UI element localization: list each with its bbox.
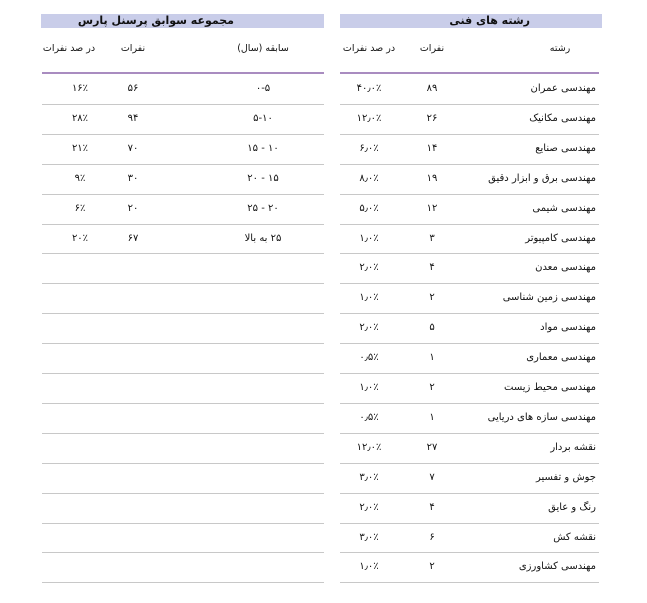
right-row-count: ۱ <box>429 412 435 423</box>
right-row-count: ۱ <box>429 352 435 363</box>
right-row-divider <box>340 463 599 464</box>
left-row-experience: ۲۰ - ۲۵ <box>247 203 279 214</box>
right-row-divider <box>340 283 599 284</box>
right-row-percent: ۴۰٫۰٪ <box>356 83 382 94</box>
right-row-divider <box>340 104 599 105</box>
right-row-percent: ۱٫۰٪ <box>359 382 379 393</box>
right-row-count: ۱۲ <box>426 203 438 214</box>
right-table-title-bar <box>340 14 602 28</box>
left-row-count: ۳۰ <box>127 173 139 184</box>
left-row-divider <box>42 403 324 404</box>
right-row-percent: ۱٫۰٪ <box>359 292 379 303</box>
left-row-divider <box>42 134 324 135</box>
left-row-experience: ۵-۱۰ <box>253 113 273 124</box>
right-row-percent: ۳٫۰٪ <box>359 532 379 543</box>
left-row-divider <box>42 104 324 105</box>
right-row-percent: ۱٫۰٪ <box>359 561 379 572</box>
right-row-field: مهندسی زمین شناسی <box>502 292 596 303</box>
right-row-percent: ۱۲٫۰٪ <box>356 113 382 124</box>
right-row-field: مهندسی مکانیک <box>529 113 596 124</box>
right-row-percent: ۲٫۰٪ <box>359 262 379 273</box>
left-row-count: ۶۷ <box>127 233 139 244</box>
right-row-field: مهندسی شیمی <box>532 203 596 214</box>
header-left-count: نفرات <box>120 43 146 54</box>
right-row-percent: ۲٫۰٪ <box>359 502 379 513</box>
left-header-underline <box>42 72 324 74</box>
left-row-divider <box>42 164 324 165</box>
left-row-count: ۲۰ <box>127 203 139 214</box>
left-row-experience: ۰-۵ <box>255 83 271 94</box>
right-row-count: ۲۶ <box>426 113 438 124</box>
right-row-divider <box>340 403 599 404</box>
right-table-title: رشته های فنی <box>449 14 530 27</box>
left-row-experience: ۱۰ - ۱۵ <box>247 143 279 154</box>
left-row-divider <box>42 194 324 195</box>
right-row-percent: ۲٫۰٪ <box>359 322 379 333</box>
right-row-divider <box>340 523 599 524</box>
right-row-field: مهندسی معماری <box>526 352 596 363</box>
right-row-count: ۲۷ <box>426 442 438 453</box>
right-row-field: مهندسی برق و ابزار دقیق <box>488 173 596 184</box>
left-row-divider <box>42 373 324 374</box>
left-row-experience: ۱۵ - ۲۰ <box>247 173 279 184</box>
right-row-field: مهندسی معدن <box>535 262 596 273</box>
left-row-count: ۷۰ <box>127 143 139 154</box>
right-row-field: مهندسی صنایع <box>535 143 596 154</box>
right-row-percent: ۸٫۰٪ <box>359 173 379 184</box>
right-row-count: ۵ <box>429 322 435 333</box>
right-row-percent: ۳٫۰٪ <box>359 472 379 483</box>
right-row-divider <box>340 582 599 583</box>
left-row-percent: ۲۸٪ <box>71 113 89 124</box>
header-left-percent: در صد نفرات <box>42 43 96 54</box>
right-row-field: نقشه کش <box>553 532 596 543</box>
right-row-divider <box>340 253 599 254</box>
left-row-divider <box>42 582 324 583</box>
right-row-count: ۴ <box>429 262 435 273</box>
right-row-count: ۸۹ <box>426 83 438 94</box>
right-row-field: مهندسی کشاورزی <box>518 561 596 572</box>
right-row-divider <box>340 433 599 434</box>
left-row-count: ۹۴ <box>127 113 139 124</box>
right-row-percent: ۰٫۵٪ <box>359 352 379 363</box>
left-row-percent: ۶٪ <box>74 203 86 214</box>
right-row-field: مهندسی عمران <box>530 83 596 94</box>
right-row-percent: ۱٫۰٪ <box>359 233 379 244</box>
left-row-count: ۵۶ <box>127 83 139 94</box>
right-row-count: ۳ <box>429 233 435 244</box>
left-row-divider <box>42 463 324 464</box>
right-row-divider <box>340 343 599 344</box>
left-row-divider <box>42 283 324 284</box>
right-row-divider <box>340 373 599 374</box>
left-row-divider <box>42 433 324 434</box>
left-row-divider <box>42 224 324 225</box>
right-row-divider <box>340 552 599 553</box>
right-row-field: رنگ و عایق <box>548 502 596 513</box>
left-row-experience: ۲۵ به بالا <box>244 233 282 244</box>
right-header-underline <box>340 72 599 74</box>
right-row-divider <box>340 134 599 135</box>
right-row-divider <box>340 194 599 195</box>
left-row-divider <box>42 253 324 254</box>
right-row-field: جوش و تفسیر <box>535 472 596 483</box>
right-row-percent: ۶٫۰٪ <box>359 143 379 154</box>
right-row-divider <box>340 313 599 314</box>
right-row-field: مهندسی مواد <box>540 322 596 333</box>
header-experience: سابقه (سال) <box>237 43 289 54</box>
right-row-count: ۲ <box>429 292 435 303</box>
left-row-percent: ۲۰٪ <box>71 233 89 244</box>
header-field: رشته <box>549 43 571 54</box>
right-row-percent: ۰٫۵٪ <box>359 412 379 423</box>
header-right-percent: در صد نفرات <box>342 43 396 54</box>
left-row-percent: ۹٪ <box>74 173 86 184</box>
right-row-field: مهندسی سازه های دریایی <box>487 412 596 423</box>
right-row-percent: ۵٫۰٪ <box>359 203 379 214</box>
left-table-title-bar <box>41 14 324 28</box>
header-right-count: نفرات <box>419 43 445 54</box>
right-row-count: ۶ <box>429 532 435 543</box>
left-row-divider <box>42 343 324 344</box>
right-row-field: نقشه بردار <box>550 442 596 453</box>
right-row-divider <box>340 224 599 225</box>
left-row-divider <box>42 493 324 494</box>
right-row-count: ۷ <box>429 472 435 483</box>
right-row-divider <box>340 164 599 165</box>
right-row-count: ۲ <box>429 382 435 393</box>
right-row-count: ۱۹ <box>426 173 438 184</box>
left-row-percent: ۱۶٪ <box>71 83 89 94</box>
right-row-field: مهندسی کامپیوتر <box>525 233 596 244</box>
left-row-divider <box>42 552 324 553</box>
right-row-count: ۲ <box>429 561 435 572</box>
right-row-divider <box>340 493 599 494</box>
right-row-count: ۱۴ <box>426 143 438 154</box>
right-row-count: ۴ <box>429 502 435 513</box>
right-row-percent: ۱۲٫۰٪ <box>356 442 382 453</box>
left-row-divider <box>42 523 324 524</box>
left-row-divider <box>42 313 324 314</box>
left-row-percent: ۲۱٪ <box>71 143 89 154</box>
left-table-title: مجموعه سوابق پرسنل پارس <box>77 14 234 27</box>
right-row-field: مهندسی محیط زیست <box>504 382 596 393</box>
